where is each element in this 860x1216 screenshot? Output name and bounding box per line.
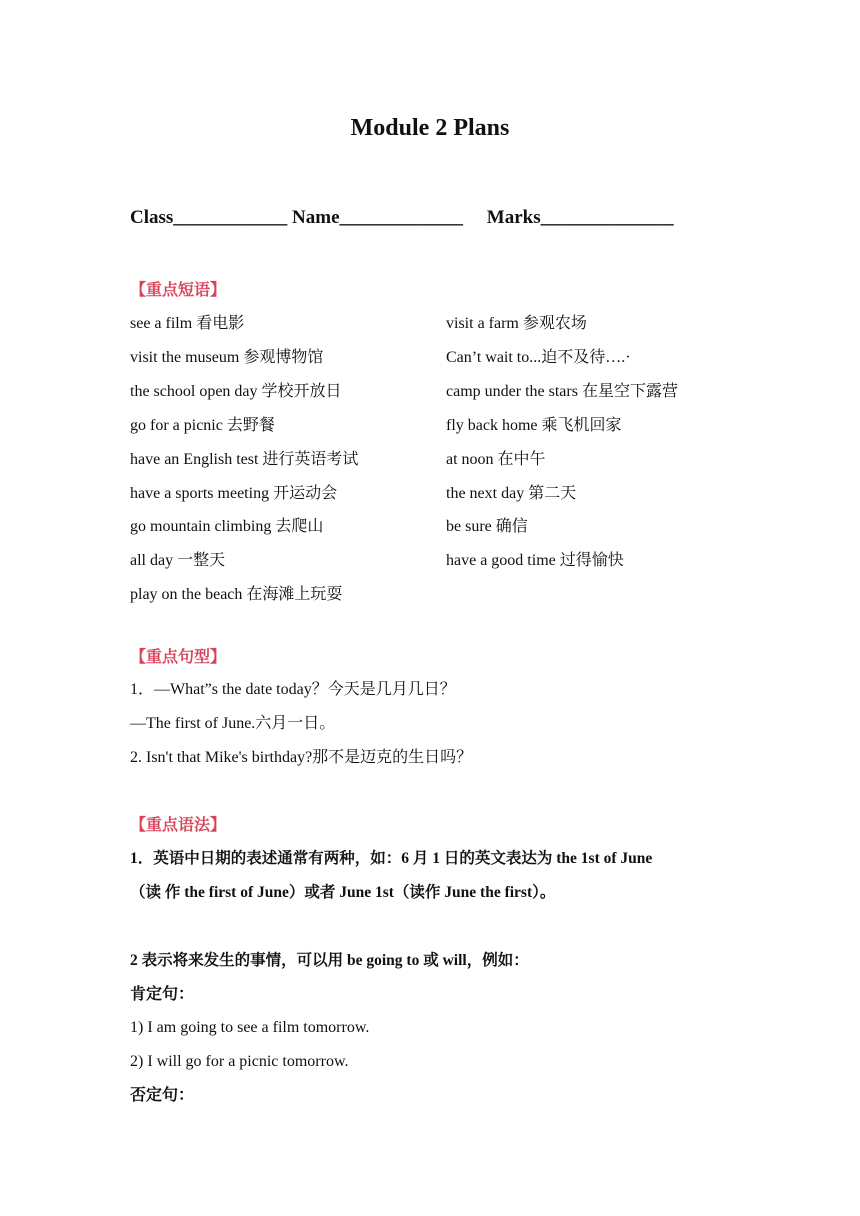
phrase-item: camp under the stars 在星空下露营: [446, 383, 678, 400]
class-label: Class: [130, 207, 174, 228]
sentence-line: 1．—What”s the date today？今天是几月几日？: [130, 681, 456, 698]
grammar-point-2-intro: 2 表示将来发生的事情，可以用 be going to 或 will，例如：: [130, 952, 529, 969]
name-blank: _____________: [339, 207, 464, 228]
negative-label: 否定句：: [130, 1087, 195, 1104]
student-info-line: [130, 204, 674, 232]
grammar-heading: 【重点语法】: [130, 815, 227, 834]
class-blank: ____________: [173, 207, 288, 228]
phrase-item: visit a farm 参观农场: [446, 315, 587, 332]
example-sentence: 2) I will go for a picnic tomorrow.: [130, 1053, 349, 1070]
phrase-item: the next day 第二天: [446, 485, 577, 502]
phrase-item: all day 一整天: [130, 552, 226, 569]
phrase-item: have a good time 过得愉快: [446, 552, 624, 569]
marks-label: Marks: [486, 207, 541, 228]
affirmative-label: 肯定句：: [130, 986, 195, 1003]
phrase-item: go mountain climbing 去爬山: [130, 518, 324, 535]
sentence-line: —The first of June.六月一日。: [130, 715, 336, 732]
name-label: Name: [292, 207, 340, 228]
grammar-point-1-line-1: 1．英语中日期的表述通常有两种，如：6 月 1 日的英文表达为 the 1st of June: [130, 850, 653, 867]
phrase-item: fly back home 乘飞机回家: [446, 417, 622, 434]
page-title: Module 2 Plans: [350, 115, 510, 141]
phrase-item: Can’t wait to...迫不及待….·: [446, 349, 631, 366]
phrase-item: have a sports meeting 开运动会: [130, 485, 338, 502]
sentences-heading: 【重点句型】: [130, 647, 227, 666]
example-sentence: 1) I am going to see a film tomorrow.: [130, 1019, 370, 1036]
phrase-item: the school open day 学校开放日: [130, 383, 342, 400]
sentence-line: 2. Isn't that Mike's birthday?那不是迈克的生日吗？: [130, 749, 473, 766]
phrase-item: be sure 确信: [446, 518, 528, 535]
phrase-item: visit the museum 参观博物馆: [130, 349, 324, 366]
grammar-point-1-line-2: （读 作 the first of June）或者 June 1st（读作 June the first）。: [130, 884, 556, 901]
phrase-item: see a film 看电影: [130, 315, 245, 332]
marks-blank: ______________: [540, 207, 674, 228]
phrase-item: have an English test 进行英语考试: [130, 451, 359, 468]
phrase-item: at noon 在中午: [446, 451, 546, 468]
phrases-heading: 【重点短语】: [130, 280, 227, 299]
phrase-item: go for a picnic 去野餐: [130, 417, 275, 434]
phrase-item: play on the beach 在海滩上玩耍: [130, 586, 343, 603]
